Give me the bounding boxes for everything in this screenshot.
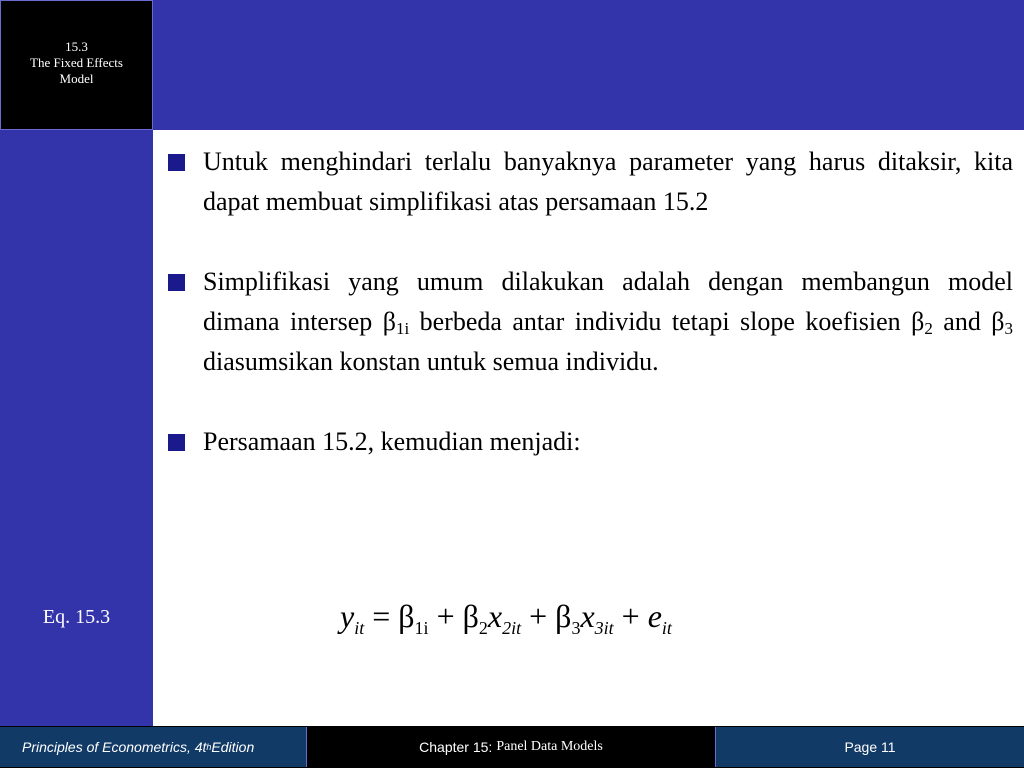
square-bullet-icon	[168, 154, 185, 171]
bullet-text	[203, 262, 1013, 382]
footer-chapter-title: Panel Data Models	[496, 739, 603, 754]
beta-subscript: 1i	[395, 319, 410, 338]
section-title-line2: Model	[59, 71, 94, 86]
footer-book-text: Principles of Econometrics, 4t	[22, 739, 207, 755]
eq-term: x	[487, 598, 503, 634]
eq-subscript: it	[354, 618, 365, 638]
left-band	[0, 130, 153, 726]
eq-term: x	[580, 598, 595, 634]
footer-page-number: Page 11	[716, 727, 1024, 767]
eq-operator: +	[529, 598, 548, 634]
eq-operator: +	[621, 598, 640, 634]
bullet-text-part: Simplifikasi yang umum dilakukan adalah dengan membangun model dimana intersep β	[203, 267, 1013, 336]
bullet-item	[168, 422, 1013, 462]
bullet-text: Persamaan 15.2, kemudian menjadi:	[203, 427, 581, 456]
equation-label: Eq. 15.3	[42, 606, 111, 628]
eq-subscript: 3it	[594, 618, 614, 638]
eq-term: β	[398, 598, 415, 634]
eq-term: y	[340, 598, 355, 634]
footer-bar	[0, 726, 1024, 768]
bullet-item	[168, 262, 1013, 382]
beta-subscript: 3	[1004, 319, 1014, 338]
footer-chapter-number: Chapter 15:	[419, 739, 493, 755]
eq-term: e	[647, 598, 662, 634]
eq-operator: =	[372, 598, 391, 634]
slide-content	[168, 142, 1013, 502]
square-bullet-icon	[168, 434, 185, 451]
beta-subscript: 2	[924, 319, 933, 338]
eq-subscript: 3	[571, 618, 581, 638]
top-band	[0, 0, 1024, 130]
square-bullet-icon	[168, 274, 185, 291]
footer-book-title	[0, 727, 306, 767]
equation-15-3	[340, 598, 672, 638]
eq-subscript: 1i	[414, 618, 429, 638]
eq-term: β	[555, 598, 572, 634]
footer-book-sup: h	[206, 742, 212, 752]
bullet-item	[168, 142, 1013, 222]
bullet-text-part: and β	[932, 307, 1005, 336]
section-header-box	[0, 0, 153, 130]
bullet-text-part: berbeda antar individu tetapi slope koefisien β	[409, 307, 925, 336]
bullet-text: Untuk menghindari terlalu banyaknya parameter yang harus ditaksir, kita dapat membuat simplifikasi atas persamaan 15.2	[203, 147, 1013, 216]
section-title-line1: The Fixed Effects	[30, 55, 123, 70]
eq-term: β	[462, 598, 479, 634]
footer-book-edition: Edition	[211, 739, 255, 755]
eq-subscript: it	[661, 618, 672, 638]
eq-subscript: 2it	[502, 618, 522, 638]
eq-subscript: 2	[478, 618, 488, 638]
section-number: 15.3	[65, 39, 88, 54]
eq-operator: +	[436, 598, 455, 634]
bullet-text-part: diasumsikan konstan untuk semua individu.	[203, 347, 659, 376]
footer-chapter	[306, 727, 716, 767]
